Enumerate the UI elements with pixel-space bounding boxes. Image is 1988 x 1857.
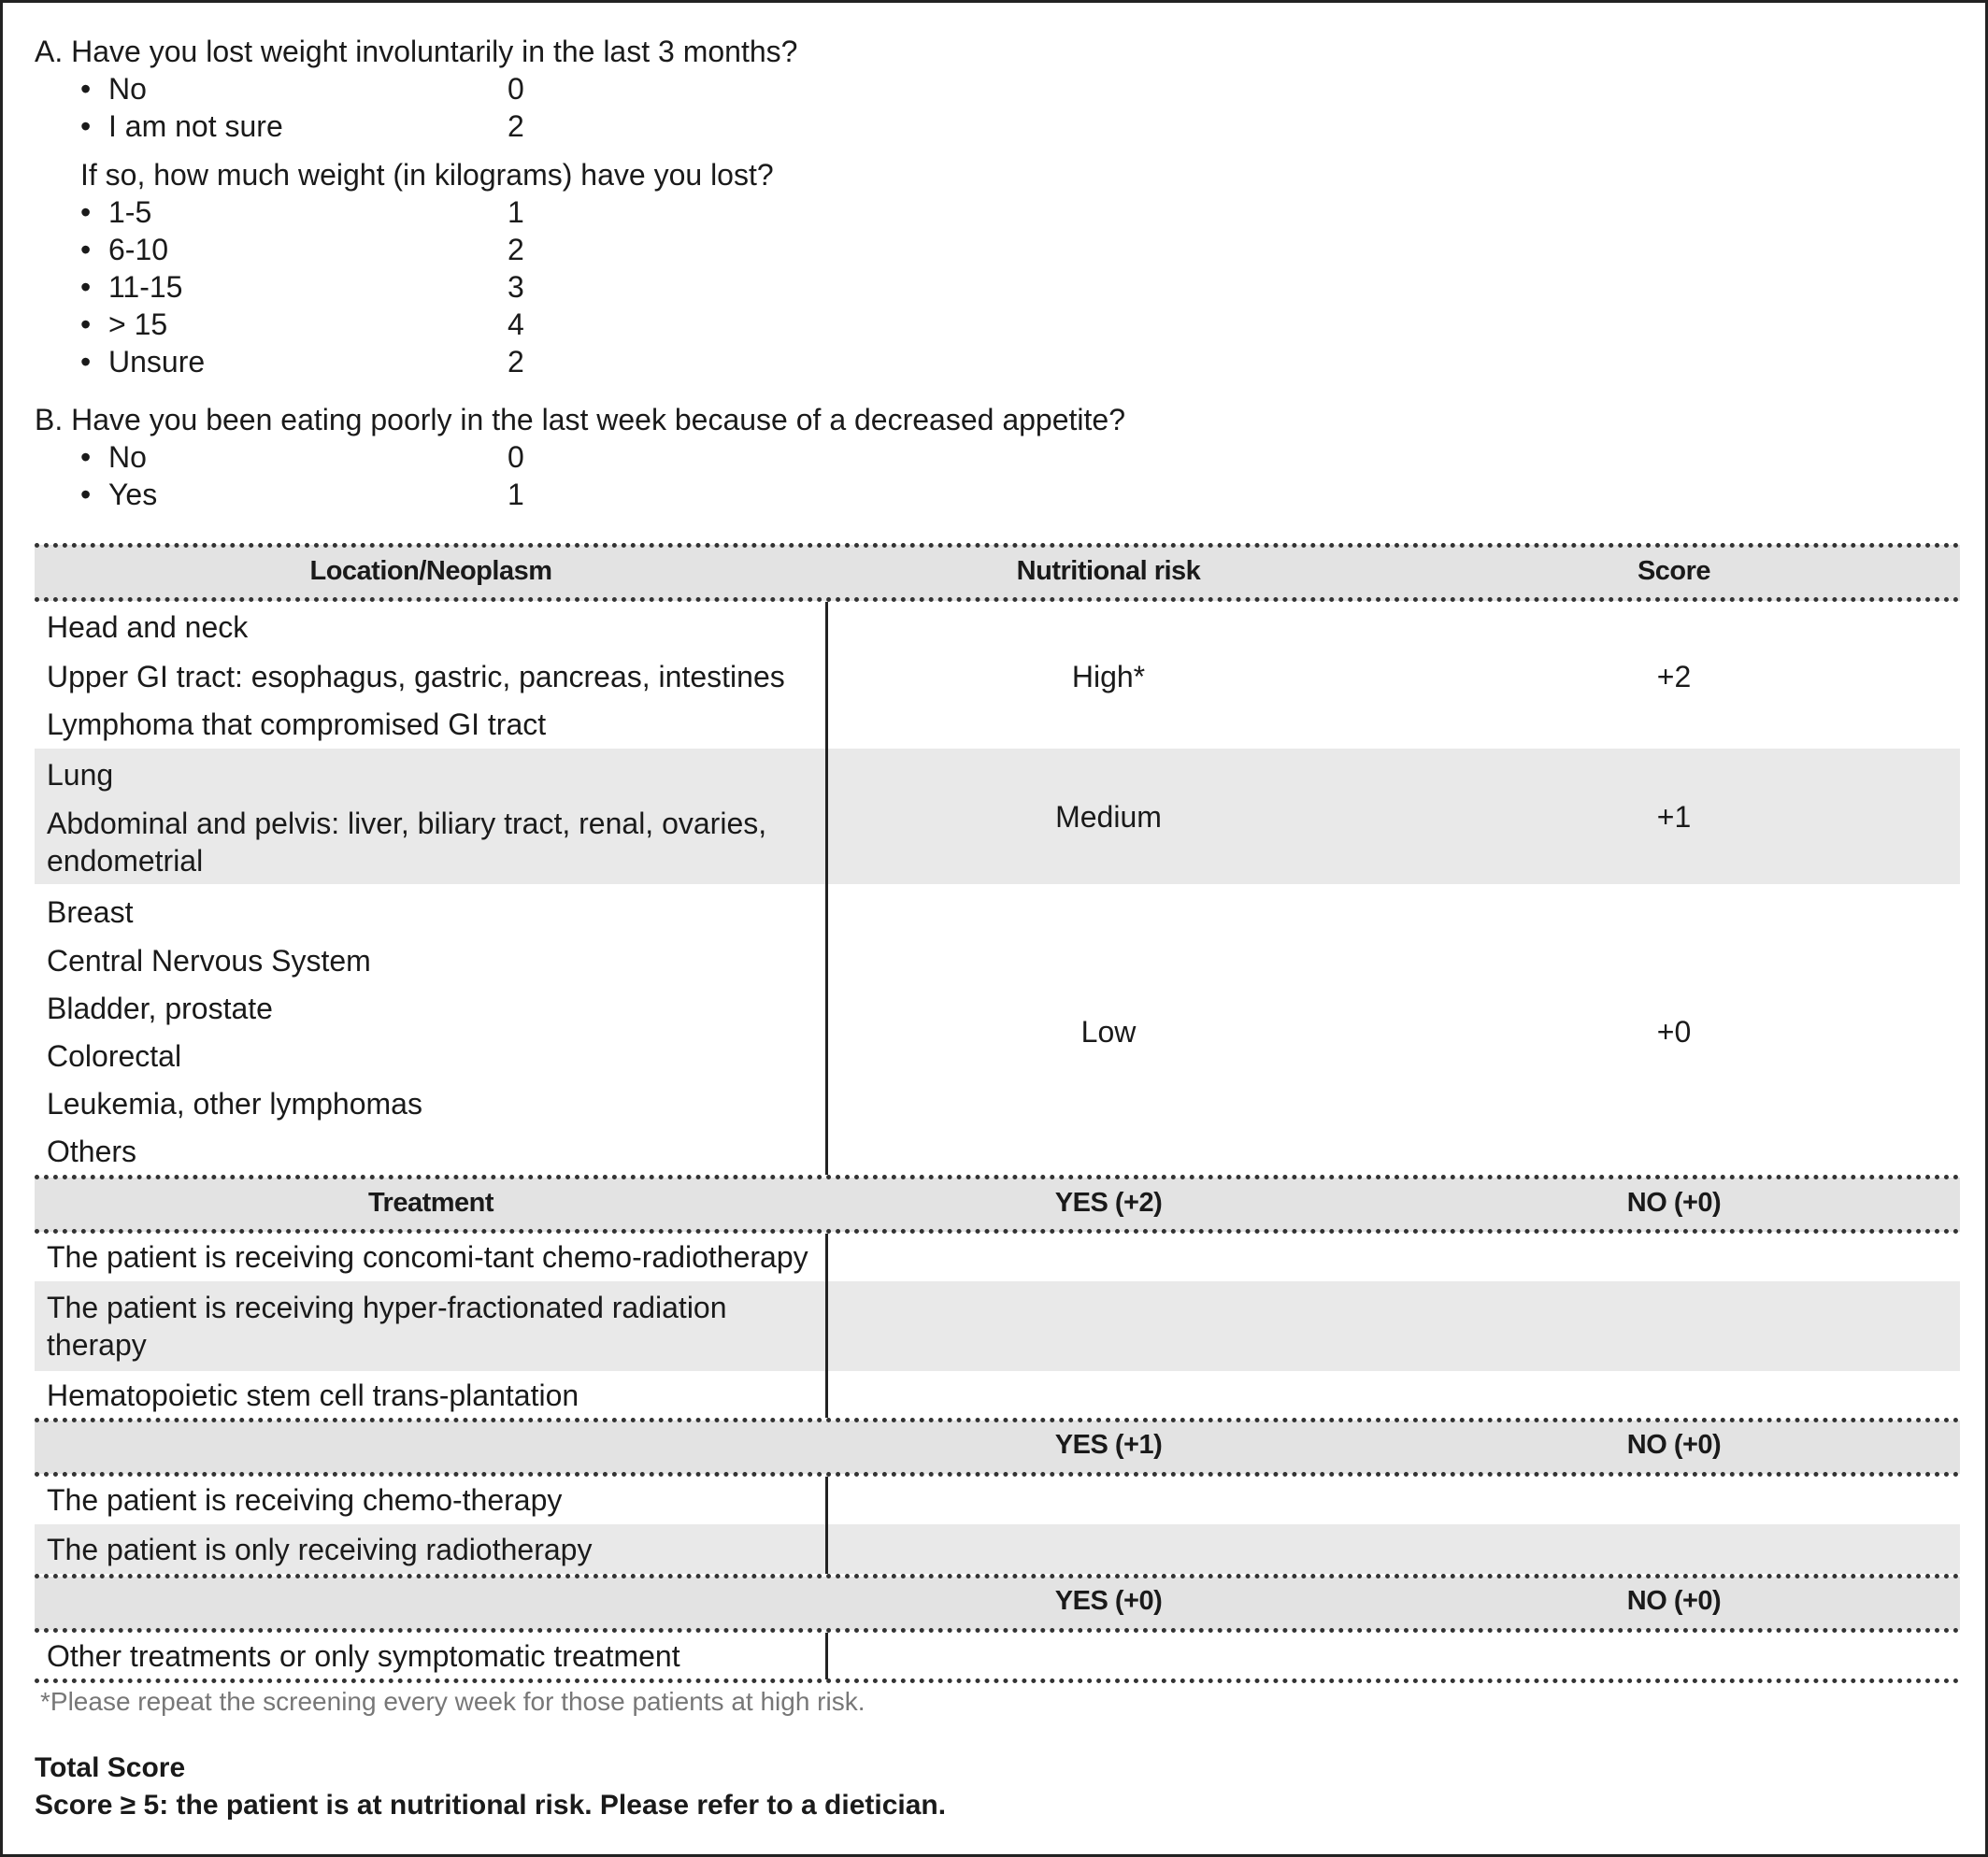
table-row: Colorectal — [47, 1039, 182, 1073]
footnote: *Please repeat the screening every week for those patients at high risk. — [40, 1687, 865, 1716]
table-row: The patient is receiving hyper-fractionated radiation — [47, 1291, 727, 1324]
bullet-icon: • — [80, 345, 92, 379]
table-row: The patient is receiving chemo-therapy — [47, 1483, 563, 1517]
dotted-divider — [35, 597, 1960, 602]
option-value: 0 — [508, 440, 524, 474]
col-yes-header: YES (+0) — [1054, 1586, 1163, 1616]
question-b-text: B. Have you been eating poorly in the last week because of a decreased appetite? — [35, 403, 1125, 436]
option-label: No — [108, 440, 147, 474]
dotted-divider — [35, 1472, 1960, 1477]
option-value: 4 — [508, 307, 524, 341]
col-no-header: NO (+0) — [1626, 1188, 1722, 1218]
col-risk-header: Nutritional risk — [1016, 556, 1201, 586]
table-row: Head and neck — [47, 610, 249, 644]
col-treatment-header: Treatment — [367, 1188, 494, 1218]
table-row: Hematopoietic stem cell trans-plantation — [47, 1378, 579, 1412]
option-label: I am not sure — [108, 109, 283, 143]
col-location-header: Location/Neoplasm — [309, 556, 552, 586]
score-medium: +1 — [1656, 800, 1692, 834]
column-divider — [825, 1477, 828, 1574]
bullet-icon: • — [80, 195, 92, 229]
risk-low: Low — [1080, 1015, 1137, 1049]
table-row: Others — [47, 1135, 137, 1168]
total-score-label: Total Score — [35, 1752, 186, 1783]
bullet-icon: • — [80, 233, 92, 266]
option-label: 11-15 — [108, 270, 183, 304]
dotted-divider — [35, 543, 1960, 548]
table-row: therapy — [47, 1328, 147, 1362]
option-label: Yes — [108, 478, 158, 511]
option-value: 1 — [508, 195, 524, 229]
option-value: 2 — [508, 345, 524, 379]
option-value: 3 — [508, 270, 524, 304]
bullet-icon: • — [80, 307, 92, 341]
table-row: Lymphoma that compromised GI tract — [47, 707, 547, 741]
column-divider — [825, 1633, 828, 1679]
total-score-rule: Score ≥ 5: the patient is at nutritional risk. Please refer to a dietician. — [35, 1790, 947, 1821]
risk-high: High* — [1071, 660, 1146, 693]
table-row: Other treatments or only symptomatic treatment — [47, 1639, 680, 1673]
score-low: +0 — [1656, 1015, 1692, 1049]
dotted-divider — [35, 1229, 1960, 1234]
column-divider — [825, 1234, 828, 1418]
col-score-header: Score — [1637, 556, 1711, 586]
score-high: +2 — [1656, 660, 1692, 693]
table-row: endometrial — [47, 844, 204, 878]
table-row: Breast — [47, 895, 134, 929]
bullet-icon: • — [80, 478, 92, 511]
bullet-icon: • — [80, 109, 92, 143]
dotted-divider — [35, 1628, 1960, 1633]
bullet-icon: • — [80, 270, 92, 304]
bullet-icon: • — [80, 72, 92, 106]
table-row: The patient is only receiving radiotherapy — [47, 1533, 593, 1566]
bullet-icon: • — [80, 440, 92, 474]
option-label: 6-10 — [108, 233, 169, 266]
option-label: No — [108, 72, 147, 106]
dotted-divider — [35, 1418, 1960, 1422]
col-no-header: NO (+0) — [1626, 1430, 1722, 1460]
table-row: Abdominal and pelvis: liver, biliary tract, renal, ovaries, — [47, 807, 767, 840]
col-no-header: NO (+0) — [1626, 1586, 1722, 1616]
option-value: 1 — [508, 478, 524, 511]
table-row: Bladder, prostate — [47, 992, 273, 1025]
option-value: 2 — [508, 109, 524, 143]
table-row: Leukemia, other lymphomas — [47, 1087, 422, 1121]
table-row: The patient is receiving concomi-tant chemo-radiotherapy — [47, 1240, 808, 1274]
option-value: 2 — [508, 233, 524, 266]
dotted-divider — [35, 1678, 1960, 1683]
table-row: Central Nervous System — [47, 944, 371, 978]
column-divider — [825, 602, 828, 1175]
col-yes-header: YES (+1) — [1054, 1430, 1163, 1460]
option-value: 0 — [508, 72, 524, 106]
option-label: > 15 — [108, 307, 168, 341]
risk-medium: Medium — [1055, 800, 1162, 834]
option-label: 1-5 — [108, 195, 152, 229]
option-label: Unsure — [108, 345, 206, 379]
table-row: Lung — [47, 758, 114, 792]
question-a-text: A. Have you lost weight involuntarily in the last 3 months? — [35, 35, 798, 68]
table-row: Upper GI tract: esophagus, gastric, pancreas, intestines — [47, 660, 785, 693]
question-a-followup: If so, how much weight (in kilograms) have you lost? — [80, 158, 774, 192]
dotted-divider — [35, 1574, 1960, 1578]
dotted-divider — [35, 1175, 1960, 1179]
col-yes-header: YES (+2) — [1054, 1188, 1163, 1218]
